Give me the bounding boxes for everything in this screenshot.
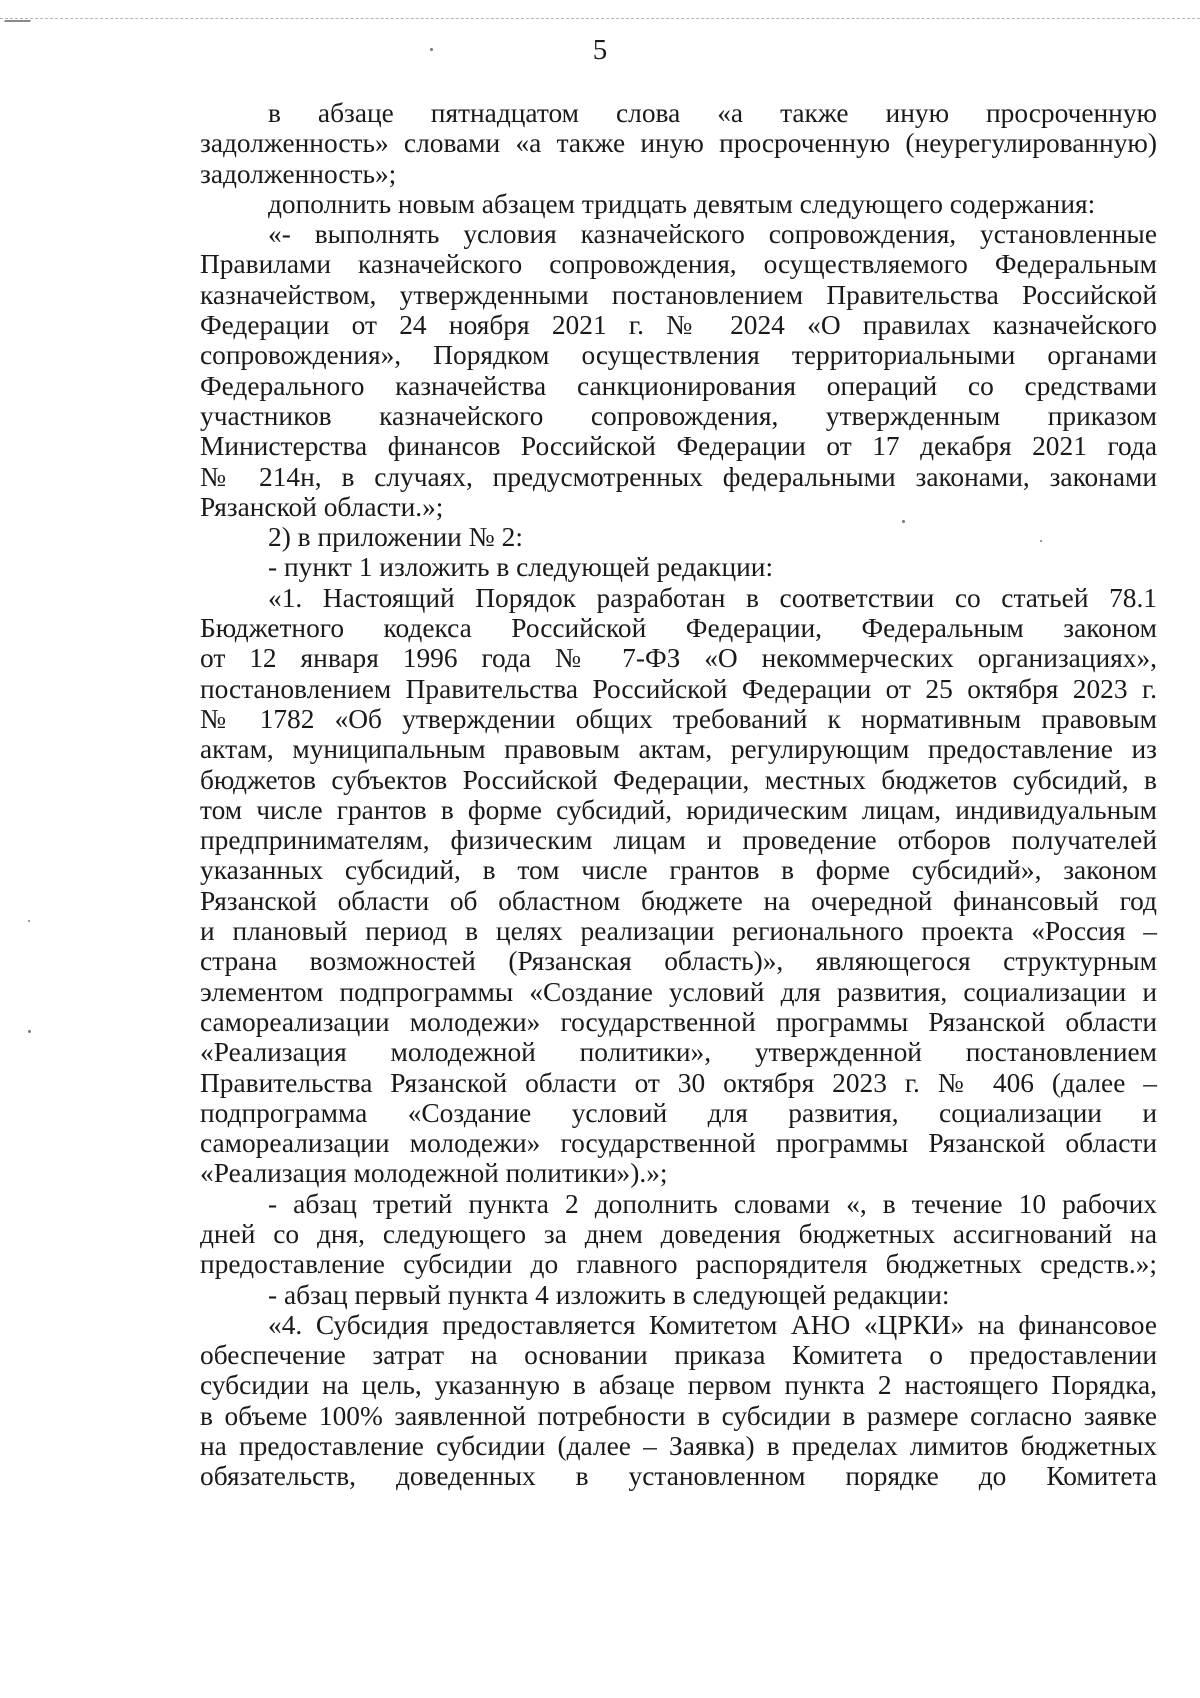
text-line: № 1782 «Об утверждении общих требований к нормативным правовым [200, 703, 1157, 734]
text-line: предпринимателям, физическим лицам и проведение отборов получателей [200, 825, 1157, 856]
text-line: задолженность» словами «а также иную просроченную (неурегулированную) [200, 128, 1157, 159]
text-line: Правительства Рязанской области от 30 октября 2023 г. № 406 (далее – [200, 1067, 1157, 1098]
text-line: Рязанской области.»; [200, 491, 444, 522]
text-line: «Реализация молодежной политики»).»; [200, 1158, 668, 1189]
text-line: Министерства финансов Российской Федерации от 17 декабря 2021 года [200, 431, 1157, 462]
text-line: казначейством, утвержденными постановлением Правительства Российской [200, 279, 1157, 310]
scan-mark [4, 12, 34, 22]
text-line: Федерации от 24 ноября 2021 г. № 2024 «О правилах казначейского [200, 310, 1157, 341]
text-line: актам, муниципальным правовым актам, регулирующим предоставление из [200, 734, 1157, 765]
scan-speck [28, 1030, 31, 1033]
text-line: - абзац первый пункта 4 изложить в следующей редакции: [268, 1279, 950, 1310]
text-line: дней со дня, следующего за днем доведения бюджетных ассигнований на [200, 1218, 1157, 1249]
text-line: и плановый период в целях реализации регионального проекта «Россия – [200, 916, 1157, 947]
text-line: самореализации молодежи» государственной программы Рязанской области [200, 1006, 1157, 1037]
text-line: в объеме 100% заявленной потребности в субсидии в размере согласно заявке [200, 1400, 1157, 1431]
text-line: Федерального казначейства санкционирования операций со средствами [200, 370, 1157, 401]
text-line: «1. Настоящий Порядок разработан в соответствии со статьей 78.1 [268, 582, 1157, 613]
text-line: Правилами казначейского сопровождения, осуществляемого Федеральным [200, 249, 1157, 280]
text-line: подпрограмма «Создание условий для развития, социализации и [200, 1097, 1157, 1128]
scan-speck [430, 48, 433, 51]
page-number: 5 [592, 34, 608, 66]
text-line: Бюджетного кодекса Российской Федерации, Федеральным законом [200, 613, 1157, 644]
text-line: «4. Субсидия предоставляется Комитетом АНО «ЦРКИ» на финансовое [268, 1309, 1157, 1340]
text-line: задолженность»; [200, 158, 397, 189]
document-body [200, 98, 1157, 1492]
text-line: предоставление субсидии до главного распорядителя бюджетных средств.»; [200, 1249, 1157, 1280]
text-line: № 214н, в случаях, предусмотренных федеральными законами, законами [200, 461, 1157, 492]
text-line: «- выполнять условия казначейского сопровождения, установленные [268, 219, 1157, 250]
text-line: сопровождения», Порядком осуществления территориальными органами [200, 340, 1157, 371]
scan-edge-line [0, 18, 1200, 19]
text-line: в абзаце пятнадцатом слова «а также иную просроченную [268, 98, 1157, 128]
scan-speck [28, 920, 30, 922]
text-line: Рязанской области об областном бюджете на очередной финансовый год [200, 885, 1157, 916]
text-line: страна возможностей (Рязанская область)», являющегося структурным [200, 946, 1157, 977]
text-line: обеспечение затрат на основании приказа Комитета о предоставлении [200, 1340, 1157, 1371]
text-line: - пункт 1 изложить в следующей редакции: [268, 552, 774, 583]
text-line: от 12 января 1996 года № 7-ФЗ «О некоммерческих организациях», [200, 643, 1157, 674]
text-line: субсидии на цель, указанную в абзаце первом пункта 2 настоящего Порядка, [200, 1370, 1157, 1401]
text-line: «Реализация молодежной политики», утвержденной постановлением [200, 1037, 1157, 1068]
text-line: самореализации молодежи» государственной программы Рязанской области [200, 1128, 1157, 1159]
text-line: указанных субсидий, в том числе грантов в форме субсидий», законом [200, 855, 1157, 886]
text-line: на предоставление субсидии (далее – Заявка) в пределах лимитов бюджетных [200, 1431, 1157, 1462]
text-line: том числе грантов в форме субсидий, юридическим лицам, индивидуальным [200, 794, 1157, 825]
text-line: обязательств, доведенных в установленном порядке до Комитета [200, 1461, 1157, 1492]
text-line: - абзац третий пункта 2 дополнить словами «, в течение 10 рабочих [268, 1188, 1157, 1219]
text-line: постановлением Правительства Российской Федерации от 25 октября 2023 г. [200, 673, 1157, 704]
scan-speck [1040, 540, 1042, 542]
text-line: бюджетов субъектов Российской Федерации, местных бюджетов субсидий, в [200, 764, 1157, 795]
scan-speck [902, 520, 905, 523]
text-line: дополнить новым абзацем тридцать девятым следующего содержания: [268, 188, 1096, 219]
text-line: участников казначейского сопровождения, утвержденным приказом [200, 400, 1157, 431]
text-line: 2) в приложении № 2: [268, 522, 523, 553]
text-line: элементом подпрограммы «Создание условий для развития, социализации и [200, 976, 1157, 1007]
